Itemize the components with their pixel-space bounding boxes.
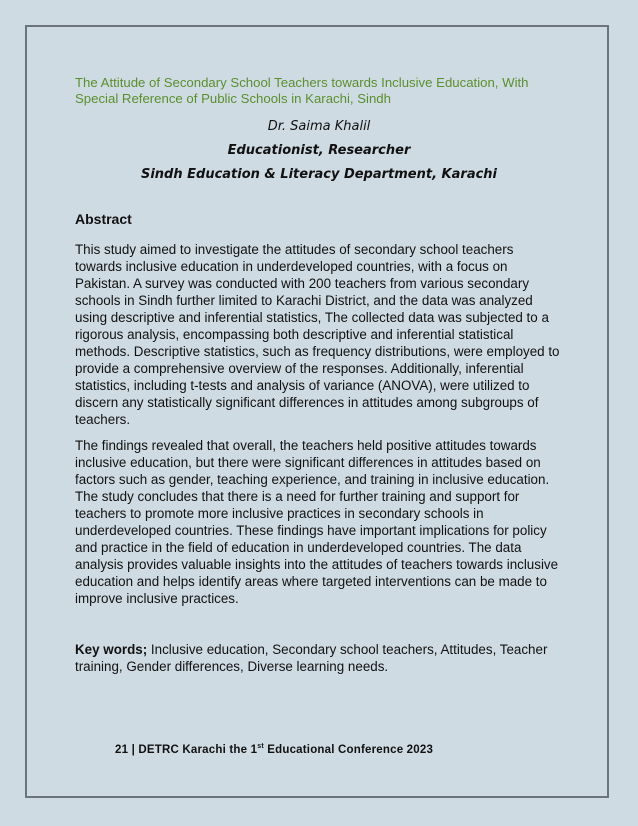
abstract-heading: Abstract: [75, 211, 132, 227]
footer-suffix: Educational Conference 2023: [263, 743, 434, 756]
footer-ordinal: st: [257, 743, 264, 750]
author-role: Educationist, Researcher: [227, 143, 411, 158]
paper-content: [75, 75, 563, 675]
author-department: Sindh Education & Literacy Department, Karachi: [140, 167, 498, 182]
keywords-text: Inclusive education, Secondary school teachers, Attitudes, Teacher training, Gender differences, Diverse learning needs.: [75, 642, 548, 674]
author-block: [75, 117, 563, 185]
footer-prefix: 21 | DETRC Karachi the 1: [115, 743, 258, 756]
abstract-paragraph-1: This study aimed to investigate the attitudes of secondary school teachers towards inclusive education in underdeveloped countries, with a focus on Pakistan. A survey was conducted with 200 teachers from various secondary schools in Sindh further limited to Karachi District, and the data was analyzed using descriptive and inferential statistics, The collected data was subjected to a rigorous analysis, encompassing both descriptive and inferential statistical methods. Descriptive statistics, such as frequency distributions, were employed to provide a comprehensive overview of the responses. Additionally, inferential statistics, including t-tests and analysis of variance (ANOVA), were utilized to discern any statistically significant differences in attitudes among subgroups of teachers.: [75, 242, 560, 427]
paper-title: The Attitude of Secondary School Teachers towards Inclusive Education, With Special Reference of Public Schools in Karachi, Sindh: [75, 75, 529, 106]
keywords: [75, 641, 563, 675]
author-name: Dr. Saima Khalil: [267, 119, 371, 134]
page-footer: [115, 743, 433, 756]
abstract-paragraph-2: The findings revealed that overall, the teachers held positive attitudes towards inclusive education, but there were significant differences in attitudes based on factors such as gender, teaching experience, and training in inclusive education. The study concludes that there is a need for further training and support for teachers to promote more inclusive practices in secondary schools in underdeveloped countries. These findings have important implications for policy and practice in the field of education in underdeveloped countries. The data analysis provides valuable insights into the attitudes of teachers towards inclusive education and helps identify areas where targeted interventions can be made to improve inclusive practices.: [75, 438, 559, 606]
keywords-label: Key words;: [75, 642, 148, 657]
